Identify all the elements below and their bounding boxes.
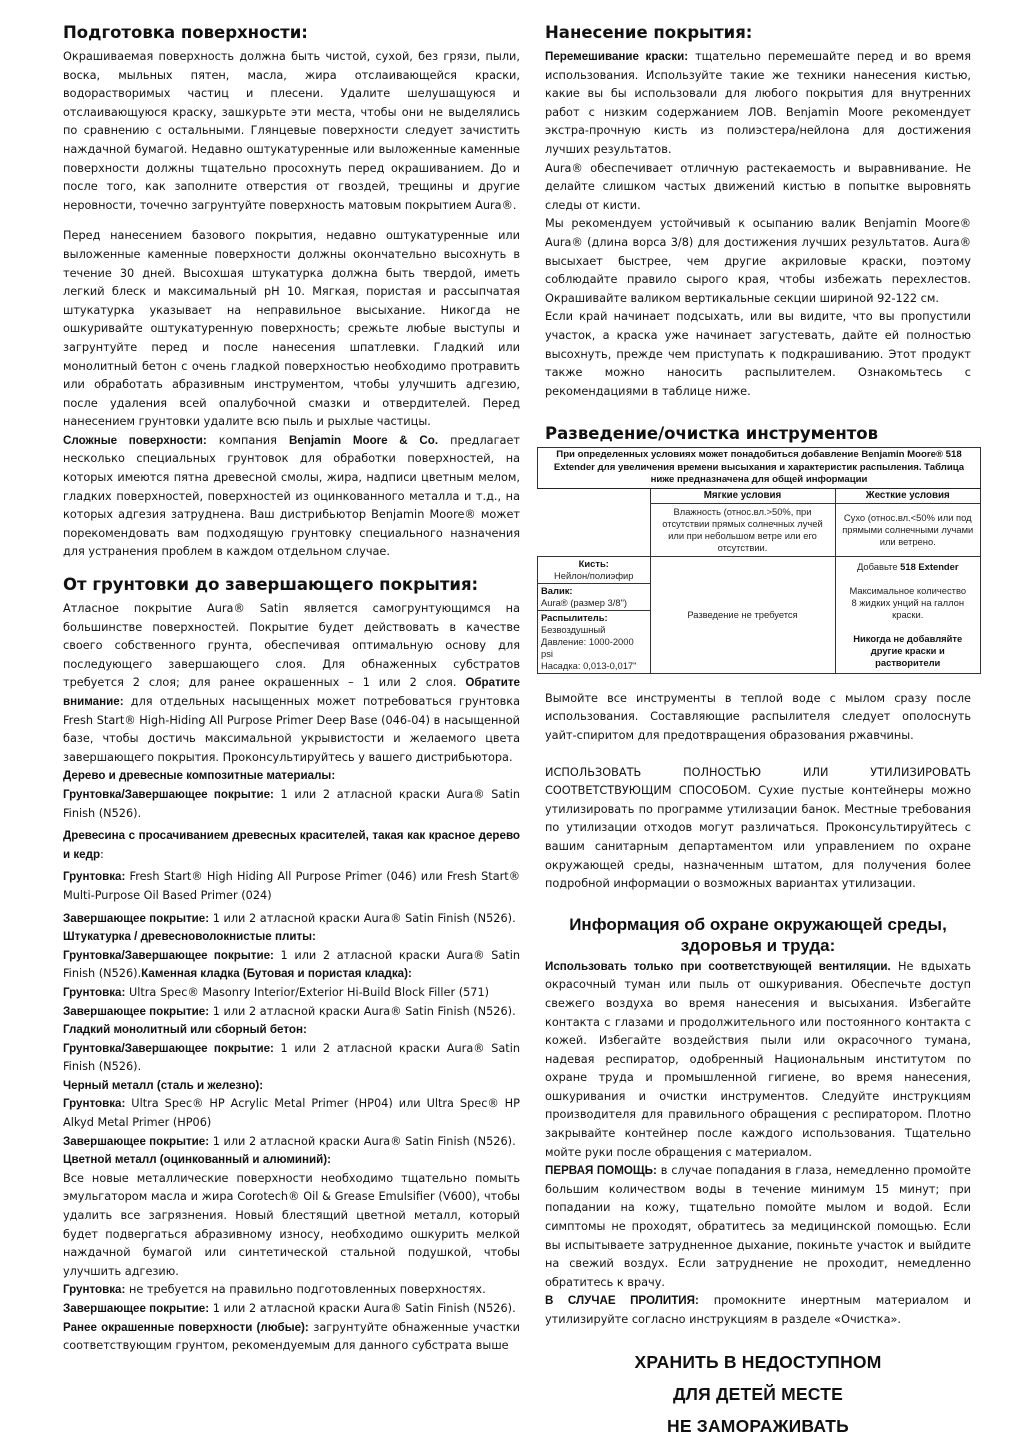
masonry-finish [63, 1003, 520, 1022]
wood-spec [63, 786, 520, 823]
label: Ранее окрашенные поверхности (любые): [63, 1320, 309, 1334]
text: 1 или 2 атласной краски Aura® Satin Finish (N526). [209, 1004, 516, 1018]
ventilation-label: Использовать только при соответствующей вентиляции. [545, 959, 891, 973]
ferrous-primer [63, 1095, 520, 1132]
thinning-heading: Разведение/очистка инструментов [545, 424, 879, 444]
plaster-title [63, 928, 520, 947]
primer-intro-paragraph [63, 600, 520, 767]
sprayer-type: Безвоздушный [541, 623, 606, 635]
mixing-paragraph [545, 48, 971, 160]
note-label: Обратите внимание: [63, 676, 520, 708]
brand-name: Benjamin Moore & Co. [288, 433, 439, 447]
thinning-table [537, 447, 981, 674]
ventilation-paragraph [545, 958, 971, 1163]
surface-prep-heading: Подготовка поверхности: [63, 23, 308, 42]
text: 1 или 2 атласной краски Aura® Satin Finish (N526). [209, 1302, 516, 1315]
application-paragraph-4: Если край начинает подсыхать, или вы видите, что вы пропустили участок, а краска уже начинает загустевать, дайте ей полностью высохнуть, прежде чем приступать к подкрашиванию. Этот продукт также можно наносить распылителем. Ознакомьтесь с рекомендациями в таблице ниже. [545, 310, 971, 398]
subheading: Цветной металл (оцинкованный и алюминий): [63, 1153, 331, 1167]
subheading: Гладкий монолитный или сборный бетон: [63, 1023, 307, 1037]
nonferrous-text: Все новые металлические поверхности необходимо тщательно помыть эмульгатором масла и жира Corotech® Oil & Grease Emulsifier (V600), чтобы удалить все загрязнения. Новый блестящий цветной металл, который будет подвергаться абразивному износу, необходимо ошкурить мелкой наждачной бумагой или синтетической стальной подушкой, чтобы улучшить адгезию. [63, 1171, 520, 1278]
brush-cell [538, 556, 651, 583]
text: 1 или 2 атласной краски Aura® Satin Finish (N526). [63, 948, 521, 981]
sprayer-pressure: Давление: 1000-2000 psi [541, 635, 634, 659]
nonferrous-title [63, 1151, 520, 1170]
primer-to-finish-heading: От грунтовки до завершающего покрытия: [63, 575, 479, 595]
label: Завершающее покрытие: [63, 911, 210, 925]
cleanup-paragraph: Вымойте все инструменты в теплой воде с мылом сразу после использования. Составляющие распылителя следует ополоснуть уайт-спиритом для предотвращения образования ржавчины. [545, 691, 971, 742]
right-column [541, 22, 974, 1442]
label: Грунтовка/Завершающее покрытие: [63, 948, 274, 962]
text: : [100, 847, 104, 861]
label: Завершающее покрытие: [63, 1004, 210, 1018]
mild-description: Влажность (относ.вл.>50%, при отсутствии прямых солнечных лучей или при небольшом ветре или его отсутствии. [650, 503, 835, 556]
label: Завершающее покрытие: [63, 1302, 210, 1315]
text: 1 или 2 атласной краски Aura® Satin Finish (N526). [209, 911, 516, 925]
text: загрунтуйте обнаженные участки соответствующим грунтом, рекомендуемым для данного субстрата выше [63, 1320, 520, 1353]
sprayer-cell [538, 610, 651, 673]
text: тщательно перемешайте перед и во время использования. Используйте такие же техники нанесения кистью, какие вы бы использовали для любого покрытия для внутренних работ с низким содержанием ЛОВ. Benjamin Moore рекомендует экстра-прочную кисть из полиэстера/нейлона для достижения лучших результатов. [545, 50, 971, 156]
mixing-label: Перемешивание краски: [545, 50, 689, 63]
col-header-harsh: Жесткие условия [835, 488, 981, 503]
brush-value: Нейлон/полиэфир [553, 569, 634, 581]
application-paragraph-2: Aura® обеспечивает отличную растекаемость и выравнивание. Не делайте слишком частых движений кистью в попытке выровнять следы от кисти. [545, 161, 971, 212]
col-header-mild: Мягкие условия [650, 488, 835, 503]
label: Грунтовка: [63, 870, 126, 884]
text: 1 или 2 атласной краски Aura® Satin Finish (N526). [63, 1041, 521, 1074]
text: Добавьте [856, 560, 901, 572]
text: для отдельных насыщенных может потребоваться грунтовка Fresh Start® High-Hiding All Purpose Primer Deep Base (046-04) в насыщенной базе, чтобы достичь максимальной укрывистости и желаемого цвета завершающего покрытия. Проконсультируйтесь у вашего дистрибьютора. [63, 695, 520, 764]
brush-label: Кисть: [578, 557, 609, 569]
text: 1 или 2 атласной краски Aura® Satin Finish (N526). [63, 787, 521, 820]
harsh-value-cell [835, 556, 981, 673]
text: не требуется на правильно подготовленных поверхностях. [125, 1283, 486, 1297]
harsh-add [839, 561, 978, 573]
text: компания [206, 433, 289, 447]
ehs-heading-line-2: здоровья и труда: [680, 935, 836, 955]
ferrous-finish [63, 1133, 520, 1152]
wood-title [63, 767, 520, 786]
text: в случае попадания в глаза, немедленно промойте большим количеством воды в течение минимум 15 минут; при попадании на кожу, тщательно помойте мылом и водой. Если симптомы не проходят, обратитесь за медицинской помощью. Если вы испытываете затрудненное дыхание, покиньте участок и выйдите на свежий воздух. Если затруднение не проходит, немедленно обратитесь к врачу. [545, 1164, 971, 1289]
nonferrous-primer [63, 1281, 520, 1300]
nonferrous-finish [63, 1300, 520, 1319]
table-caption: При определенных условиях может понадобиться добавление Benjamin Moore® 518 Extender для увеличения времени высыхания и характеристик распыления. Таблица ниже предназначена для общей информации [538, 448, 981, 489]
warning-block [545, 1346, 971, 1442]
extender-name: 518 Extender [900, 560, 959, 572]
label: Грунтовка: [63, 1283, 126, 1297]
concrete-spec [63, 1040, 520, 1077]
subheading-masonry: Каменная кладка (Бутовая и пористая кладка): [141, 967, 412, 981]
label: Грунтовка/Завершающее покрытие: [63, 1041, 274, 1055]
roller-value: Aura® (размер 3/8") [541, 596, 628, 608]
tannin-finish [63, 910, 520, 929]
ehs-heading-line-1: Информация об охране окружающей среды, [569, 914, 947, 934]
first-aid-label: ПЕРВАЯ ПОМОЩЬ: [545, 1164, 657, 1178]
tannin-primer [63, 868, 520, 905]
harsh-description: Сухо (относ.вл.<50% или под прямыми солнечными лучами или ветрено. [835, 503, 981, 556]
plaster-spec [63, 947, 520, 984]
tannin-title [63, 827, 520, 864]
first-aid-paragraph [545, 1162, 971, 1292]
harsh-max: Максимальное количество 8 жидких унций на галлон краски. [849, 584, 967, 620]
concrete-title [63, 1021, 520, 1040]
text: 1 или 2 атласной краски Aura® Satin Finish (N526). [209, 1134, 516, 1148]
text: промокните инертным материалом и утилизируйте согласно инструкциям в разделе «Очистка». [545, 1294, 972, 1326]
application-heading: Нанесение покрытия: [545, 23, 753, 42]
text: Ultra Spec® HP Acrylic Metal Primer (HP04) или Ultra Spec® HP Alkyd Metal Primer (HP06) [63, 1097, 520, 1130]
subheading: Черный металл (сталь и железно): [63, 1078, 264, 1092]
text: Fresh Start® High Hiding All Purpose Primer (046) или Fresh Start® Multi-Purpose Oil Based Primer (024) [63, 870, 520, 902]
spill-paragraph [545, 1292, 971, 1329]
subheading: Штукатурка / древесноволокнистые плиты: [63, 930, 316, 944]
table-empty-corner [538, 488, 651, 556]
warning-line-2: ДЛЯ ДЕТЕЙ МЕСТЕ [673, 1383, 843, 1404]
label: Грунтовка/Завершающее покрытие: [63, 787, 274, 801]
label: Грунтовка: [63, 1097, 126, 1111]
label: Грунтовка: [63, 985, 126, 999]
warning-line-3: НЕ ЗАМОРАЖИВАТЬ [667, 1415, 849, 1436]
previously-painted [63, 1319, 520, 1356]
text: предлагает несколько специальных грунтовок для обработки поверхностей, на которых имеются пятна древесной смолы, жира, надписи цветным мелом, гладких поверхностей, поверхностей из оцинкованного металла и т.д., на которых адгезия затруднена. Ваш дистрибьютор Benjamin Moore® может порекомендовать вам подходящую грунтовку специального назначения для устранения проблем в каждом отдельном случае. [63, 433, 520, 559]
subheading: Древесина с просачиванием древесных красителей, такая как красное дерево и кедр [63, 829, 520, 861]
ehs-heading [545, 914, 971, 956]
harsh-never: Никогда не добавляйте другие краски и растворители [853, 632, 963, 668]
sprayer-tip: Насадка: 0,013-0,017" [541, 659, 637, 671]
subheading: Дерево и древесные композитные материалы: [63, 769, 336, 783]
text: Ultra Spec® Masonry Interior/Exterior Hi-Build Block Filler (571) [125, 985, 490, 999]
difficult-surfaces-label: Сложные поверхности: [63, 433, 207, 447]
spill-label: В СЛУЧАЕ ПРОЛИТИЯ: [545, 1294, 699, 1308]
roller-label: Валик: [541, 584, 573, 596]
surface-prep-paragraph-2: Перед нанесением базового покрытия, недавно оштукатуренные или выложенные каменные поверхности должны окончательно высохнуть в течение 30 дней. Высохшая штукатурка должна быть твердой, иметь легкий блеск и максимальный pH 10. Мягкая, пористая и рассыпчатая штукатурка указывает на неправильное высыхание. Никогда не ошкуривайте оштукатуренную поверхность; срежьте любые выступы и загрунтуйте перед и после нанесения шпатлевки. Гладкий или монолитный бетон с очень гладкой поверхностью необходимо протравить или обработать абразивным инструментом, чтобы улучшить адгезию, после удаления всей опалубочной смазки и отвердителей. Перед нанесением грунтовки удалите всю пыль и рыхлые частицы. [63, 229, 520, 429]
text: Атласное покрытие Aura® Satin является самогрунтующимся на большинстве поверхностей. Покрытие будет действовать в качестве своего собственного грунта, обеспечивая оптимальную основу для последующего завершающего слоя. Для обнаженных субстратов требуется 2 слоя; для ранее окрашенных – 1 или 2 слоя. [63, 602, 520, 690]
text: Не вдыхать окрасочный туман или пыль от ошкуривания. Обеспечьте доступ свежего воздуха во время нанесения и высыхания. Избегайте контакта с глазами и продолжительного или постоянного контакта с кожей. Избегайте воздействия пыли или окрасочного тумана, надевая респиратор, одобренный Национальным институтом по охране труда и промышленной гигиене, во время нанесения, ошкуривания и очистки инструментов. Следуйте инструкциям производителя для правильного обращения с респиратором. Плотно закрывайте контейнер после каждого использования. Тщательно мойте руки после обращения с материалом. [545, 959, 971, 1159]
masonry-primer [63, 984, 520, 1003]
surface-prep-paragraph-1: Окрашиваемая поверхность должна быть чистой, сухой, без грязи, пыли, воска, мыльных пятен, масла, жира отслаивающейся краски, водорастворимых частиц и плесени. Удалите шелушащуюся и отслаивающуюся краску, зашкурьте эти места, чтобы они не выделялись по сравнению с остальными. Глянцевые поверхности следует зачистить наждачной бумагой. Недавно оштукатуренные или выложенные каменные поверхности должны тщательно просохнуть перед окрашиванием. До и после того, как заполните отверстия от гвоздей, трещины и другие неровности, точечно загрунтуйте поверхность матовым покрытием Aura®. [63, 50, 520, 212]
sprayer-label: Распылитель: [541, 611, 608, 623]
left-column [63, 22, 520, 1356]
label: Завершающее покрытие: [63, 1134, 210, 1148]
ferrous-title [63, 1077, 520, 1096]
disposal-paragraph: ИСПОЛЬЗОВАТЬ ПОЛНОСТЬЮ ИЛИ УТИЛИЗИРОВАТЬ СООТВЕТСТВУЮЩИМ СПОСОБОМ. Сухие пустые контейнеры можно утилизировать по программе утилизации банок. Местные требования по утилизации отходов могут различаться. Проконсультируйтесь с вашим санитарным департаментом или управлением по охране окружающей среды, назначенным штатом, для получения более подробной информации о возможных вариантах утилизации. [545, 765, 971, 891]
mild-value: Разведение не требуется [650, 556, 835, 673]
difficult-surfaces-paragraph [63, 432, 520, 562]
roller-cell [538, 583, 651, 610]
application-paragraph-3: Мы рекомендуем устойчивый к осыпанию валик Benjamin Moore® Aura® (длина ворса 3/8) для достижения лучших результатов. Aura® высыхает быстрее, чем другие акриловые краски, поэтому соблюдайте правило сырого края, чтобы избежать перехлестов. Окрашивайте валиком вертикальные секции шириной 92-122 см. [545, 217, 971, 305]
warning-line-1: ХРАНИТЬ В НЕДОСТУПНОМ [634, 1351, 882, 1372]
